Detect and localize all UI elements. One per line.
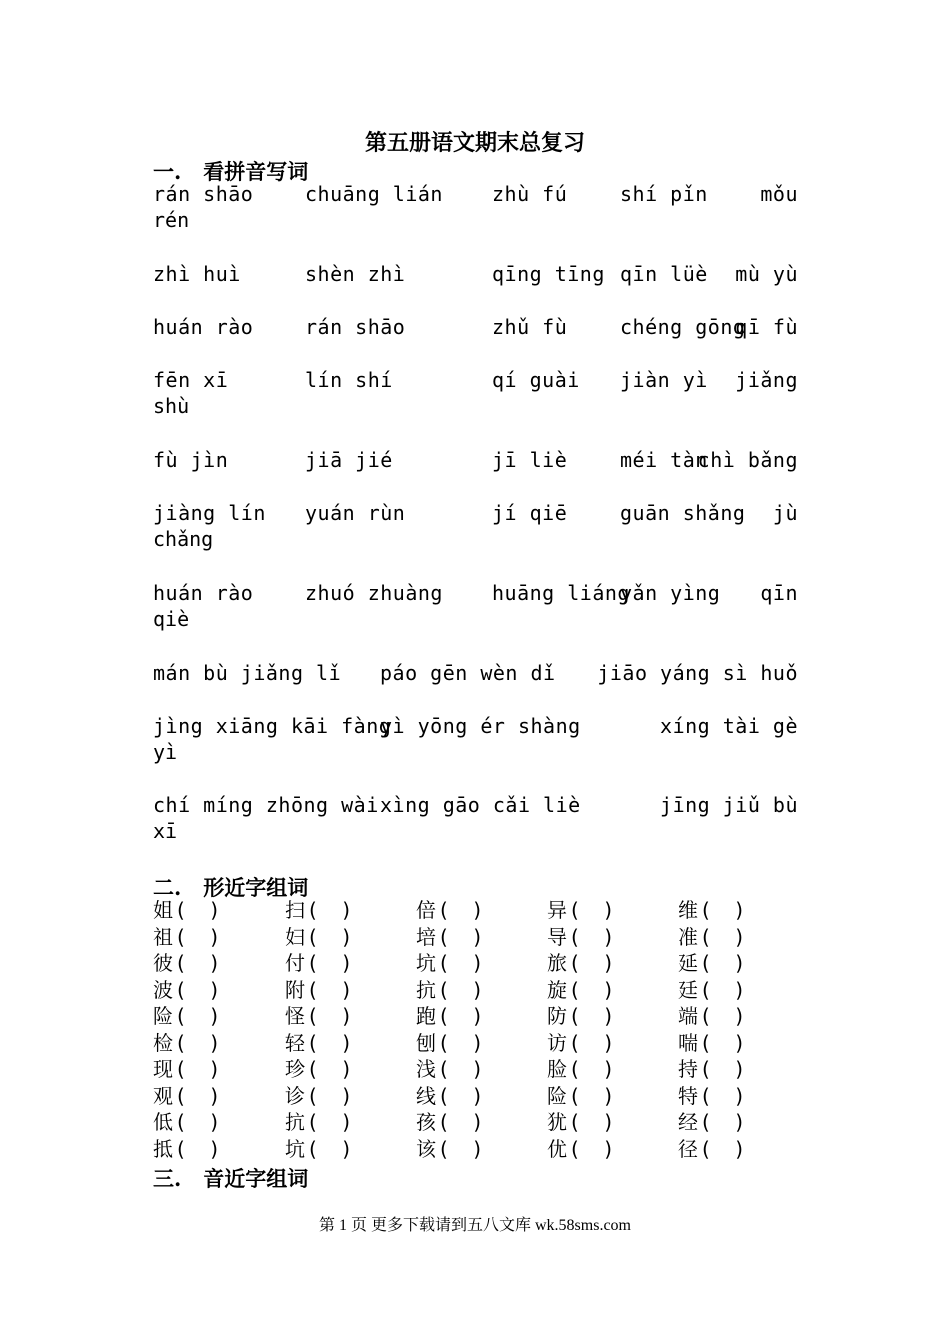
answer-blank[interactable]: ( ) — [177, 1110, 219, 1134]
answer-blank[interactable]: ( ) — [440, 1083, 482, 1108]
answer-blank[interactable]: ( ) — [309, 951, 351, 975]
answer-blank[interactable]: ( ) — [440, 1004, 482, 1028]
char-glyph: 坑 — [285, 1136, 305, 1161]
pinyin-word: fēn xī — [153, 368, 229, 392]
section-heading-pinyin: 一. 看拼音写词 — [153, 159, 309, 184]
char-glyph: 祖 — [153, 924, 173, 949]
answer-blank[interactable]: ( ) — [309, 977, 351, 1002]
char-cell — [153, 1136, 267, 1162]
char-cell — [285, 897, 399, 923]
pinyin-word: jiāo yáng sì huǒ — [597, 661, 798, 685]
char-glyph: 珍 — [285, 1057, 305, 1081]
pinyin-word: guān shǎng — [620, 501, 746, 525]
char-glyph: 脸 — [547, 1057, 567, 1081]
pinyin-word: méi tàn — [620, 448, 708, 472]
pinyin-word: chì bǎng — [697, 448, 798, 472]
char-cell — [416, 897, 530, 923]
answer-blank[interactable]: ( ) — [177, 1136, 219, 1161]
char-cell — [416, 924, 530, 950]
answer-blank[interactable]: ( ) — [440, 951, 482, 975]
char-glyph: 低 — [153, 1110, 173, 1134]
answer-blank[interactable]: ( ) — [309, 1083, 351, 1108]
char-cell — [416, 1136, 530, 1162]
char-glyph: 现 — [153, 1057, 173, 1081]
char-cell — [547, 1056, 661, 1082]
char-glyph: 异 — [547, 898, 567, 922]
char-glyph: 廷 — [678, 977, 698, 1002]
char-cell — [547, 950, 661, 976]
char-cell — [678, 1056, 792, 1082]
char-glyph: 抗 — [285, 1110, 305, 1134]
answer-blank[interactable]: ( ) — [177, 1083, 219, 1108]
char-cell — [416, 950, 530, 976]
pinyin-word: fù jìn — [153, 448, 229, 472]
char-cell — [678, 977, 792, 1003]
char-cell — [416, 977, 530, 1003]
pinyin-word: rán shāo — [153, 182, 254, 206]
char-cell — [678, 1083, 792, 1109]
char-glyph: 波 — [153, 977, 173, 1002]
char-cell — [153, 924, 267, 950]
char-cell — [285, 924, 399, 950]
pinyin-word: qí guài — [492, 368, 580, 392]
answer-blank[interactable]: ( ) — [177, 1057, 219, 1081]
answer-blank[interactable]: ( ) — [702, 1057, 744, 1081]
answer-blank[interactable]: ( ) — [440, 924, 482, 949]
pinyin-word: huán rào — [153, 315, 254, 339]
char-glyph: 彼 — [153, 951, 173, 975]
section-heading-homophones: 三. 音近字组词 — [153, 1166, 309, 1191]
pinyin-word: mán bù jiǎng lǐ — [153, 661, 342, 685]
char-cell — [547, 1109, 661, 1135]
answer-blank[interactable]: ( ) — [309, 1004, 351, 1028]
pinyin-word-continued: chǎng — [153, 527, 214, 551]
answer-blank[interactable]: ( ) — [309, 1057, 351, 1081]
char-cell — [153, 1056, 267, 1082]
pinyin-word: jiǎng — [735, 368, 798, 392]
char-glyph: 检 — [153, 1030, 173, 1055]
char-glyph: 坑 — [416, 951, 436, 975]
char-cell — [285, 1109, 399, 1135]
answer-blank[interactable]: ( ) — [177, 1030, 219, 1055]
pinyin-word: jù — [772, 501, 798, 525]
answer-blank[interactable]: ( ) — [702, 1004, 744, 1028]
char-glyph: 刨 — [416, 1030, 436, 1055]
pinyin-word: qī fù — [735, 315, 798, 339]
char-cell — [547, 977, 661, 1003]
char-glyph: 持 — [678, 1057, 698, 1081]
char-glyph: 险 — [153, 1004, 173, 1028]
char-cell — [547, 897, 661, 923]
answer-blank[interactable]: ( ) — [571, 898, 613, 922]
pinyin-word: huán rào — [153, 581, 254, 605]
char-cell — [547, 1083, 661, 1109]
char-glyph: 抗 — [416, 977, 436, 1002]
char-cell — [416, 1083, 530, 1109]
char-cell — [153, 950, 267, 976]
answer-blank[interactable]: ( ) — [702, 1136, 744, 1161]
char-glyph: 倍 — [416, 898, 436, 922]
answer-blank[interactable]: ( ) — [571, 1057, 613, 1081]
char-cell — [153, 897, 267, 923]
char-glyph: 扫 — [285, 898, 305, 922]
char-cell — [547, 924, 661, 950]
pinyin-word: yǎn yìng — [620, 581, 721, 605]
answer-blank[interactable]: ( ) — [702, 1083, 744, 1108]
char-cell — [416, 1030, 530, 1056]
char-glyph: 孩 — [416, 1110, 436, 1134]
char-glyph: 险 — [547, 1083, 567, 1108]
pinyin-word: chéng gōng — [620, 315, 746, 339]
char-glyph: 延 — [678, 951, 698, 975]
pinyin-word-continued: rén — [153, 208, 190, 232]
char-cell — [547, 1136, 661, 1162]
char-cell — [416, 1056, 530, 1082]
char-glyph: 喘 — [678, 1030, 698, 1055]
answer-blank[interactable]: ( ) — [571, 1030, 613, 1055]
char-cell — [678, 924, 792, 950]
section-heading-similar-chars: 二. 形近字组词 — [153, 875, 309, 900]
char-glyph: 线 — [416, 1083, 436, 1108]
answer-blank[interactable]: ( ) — [702, 924, 744, 949]
answer-blank[interactable]: ( ) — [309, 1136, 351, 1161]
answer-blank[interactable]: ( ) — [309, 1030, 351, 1055]
pinyin-word: jìng xiāng kāi fàng — [153, 714, 392, 738]
char-cell — [547, 1030, 661, 1056]
char-glyph: 浅 — [416, 1057, 436, 1081]
char-glyph: 付 — [285, 951, 305, 975]
char-glyph: 防 — [547, 1004, 567, 1028]
pinyin-word-continued: shù — [153, 394, 190, 418]
char-cell — [153, 1083, 267, 1109]
pinyin-word: páo gēn wèn dǐ — [380, 661, 556, 685]
answer-blank[interactable]: ( ) — [702, 1110, 744, 1134]
pinyin-word: qīn lüè — [620, 262, 708, 286]
char-cell — [285, 1003, 399, 1029]
char-glyph: 妇 — [285, 924, 305, 949]
answer-blank[interactable]: ( ) — [571, 1083, 613, 1108]
pinyin-word: qīng tīng — [492, 262, 605, 286]
char-glyph: 跑 — [416, 1004, 436, 1028]
char-glyph: 附 — [285, 977, 305, 1002]
char-cell — [678, 1030, 792, 1056]
pinyin-word: mù yù — [735, 262, 798, 286]
answer-blank[interactable]: ( ) — [177, 924, 219, 949]
char-glyph: 端 — [678, 1004, 698, 1028]
char-glyph: 径 — [678, 1136, 698, 1161]
pinyin-word: xìng gāo cǎi liè — [380, 793, 581, 817]
char-cell — [285, 1056, 399, 1082]
char-cell — [678, 897, 792, 923]
pinyin-word: huāng liáng — [492, 581, 630, 605]
pinyin-word: zhù fú — [492, 182, 568, 206]
char-glyph: 诊 — [285, 1083, 305, 1108]
answer-blank[interactable]: ( ) — [702, 977, 744, 1002]
pinyin-word: jí qiē — [492, 501, 568, 525]
char-cell — [285, 977, 399, 1003]
char-cell — [285, 1083, 399, 1109]
answer-blank[interactable]: ( ) — [440, 977, 482, 1002]
pinyin-word-continued: yì — [153, 740, 178, 764]
char-glyph: 旅 — [547, 951, 567, 975]
char-cell — [678, 950, 792, 976]
char-cell — [285, 1136, 399, 1162]
pinyin-word: yì yōng ér shàng — [380, 714, 581, 738]
char-cell — [416, 1109, 530, 1135]
char-cell — [153, 1109, 267, 1135]
answer-blank[interactable]: ( ) — [177, 977, 219, 1002]
answer-blank[interactable]: ( ) — [440, 1030, 482, 1055]
char-cell — [285, 1030, 399, 1056]
char-glyph: 该 — [416, 1136, 436, 1161]
answer-blank[interactable]: ( ) — [571, 924, 613, 949]
char-glyph: 访 — [547, 1030, 567, 1055]
char-glyph: 优 — [547, 1136, 567, 1161]
pinyin-word: jiàng lín — [153, 501, 266, 525]
char-cell — [153, 977, 267, 1003]
answer-blank[interactable]: ( ) — [440, 1136, 482, 1161]
pinyin-word: shí pǐn — [620, 182, 708, 206]
char-cell — [416, 1003, 530, 1029]
char-glyph: 准 — [678, 924, 698, 949]
pinyin-word: zhuó zhuàng — [305, 581, 443, 605]
char-cell — [547, 1003, 661, 1029]
char-glyph: 怪 — [285, 1004, 305, 1028]
char-cell — [153, 1030, 267, 1056]
pinyin-word: shèn zhì — [305, 262, 406, 286]
pinyin-word: jiàn yì — [620, 368, 708, 392]
answer-blank[interactable]: ( ) — [309, 924, 351, 949]
char-glyph: 抵 — [153, 1136, 173, 1161]
char-glyph: 犹 — [547, 1110, 567, 1134]
page-title: 第五册语文期末总复习 — [364, 130, 585, 156]
pinyin-word: mǒu — [760, 182, 798, 206]
answer-blank[interactable]: ( ) — [440, 898, 482, 922]
answer-blank[interactable]: ( ) — [571, 1136, 613, 1161]
answer-blank[interactable]: ( ) — [571, 1004, 613, 1028]
char-cell — [678, 1003, 792, 1029]
answer-blank[interactable]: ( ) — [177, 898, 219, 922]
char-cell — [678, 1109, 792, 1135]
pinyin-word-continued: xī — [153, 819, 178, 843]
char-glyph: 姐 — [153, 898, 173, 922]
pinyin-word: yuán rùn — [305, 501, 406, 525]
answer-blank[interactable]: ( ) — [571, 951, 613, 975]
answer-blank[interactable]: ( ) — [571, 977, 613, 1002]
answer-blank[interactable]: ( ) — [177, 1004, 219, 1028]
answer-blank[interactable]: ( ) — [702, 1030, 744, 1055]
pinyin-word: chuāng lián — [305, 182, 443, 206]
pinyin-word: jiā jié — [305, 448, 393, 472]
answer-blank[interactable]: ( ) — [571, 1110, 613, 1134]
pinyin-word: jīng jiǔ bù — [660, 793, 798, 817]
answer-blank[interactable]: ( ) — [440, 1057, 482, 1081]
answer-blank[interactable]: ( ) — [177, 951, 219, 975]
char-cell — [153, 1003, 267, 1029]
answer-blank[interactable]: ( ) — [702, 951, 744, 975]
page-footer: 第 1 页 更多下载请到五八文库 wk.58sms.com — [318, 1217, 631, 1234]
char-glyph: 特 — [678, 1083, 698, 1108]
pinyin-word: rán shāo — [305, 315, 406, 339]
char-glyph: 旋 — [547, 977, 567, 1002]
answer-blank[interactable]: ( ) — [440, 1110, 482, 1134]
char-cell — [678, 1136, 792, 1162]
pinyin-word: lín shí — [305, 368, 393, 392]
char-glyph: 轻 — [285, 1030, 305, 1055]
pinyin-word: xíng tài gè — [660, 714, 798, 738]
char-glyph: 经 — [678, 1110, 698, 1134]
answer-blank[interactable]: ( ) — [309, 898, 351, 922]
char-glyph: 维 — [678, 898, 698, 922]
char-glyph: 导 — [547, 924, 567, 949]
char-cell — [285, 950, 399, 976]
answer-blank[interactable]: ( ) — [702, 898, 744, 922]
pinyin-word: qīn — [760, 581, 798, 605]
answer-blank[interactable]: ( ) — [309, 1110, 351, 1134]
pinyin-word: zhǔ fù — [492, 315, 568, 339]
char-glyph: 观 — [153, 1083, 173, 1108]
char-glyph: 培 — [416, 924, 436, 949]
pinyin-word: jī liè — [492, 448, 568, 472]
pinyin-word: zhì huì — [153, 262, 241, 286]
pinyin-word: chí míng zhōng wài — [153, 793, 379, 817]
pinyin-word-continued: qiè — [153, 607, 190, 631]
